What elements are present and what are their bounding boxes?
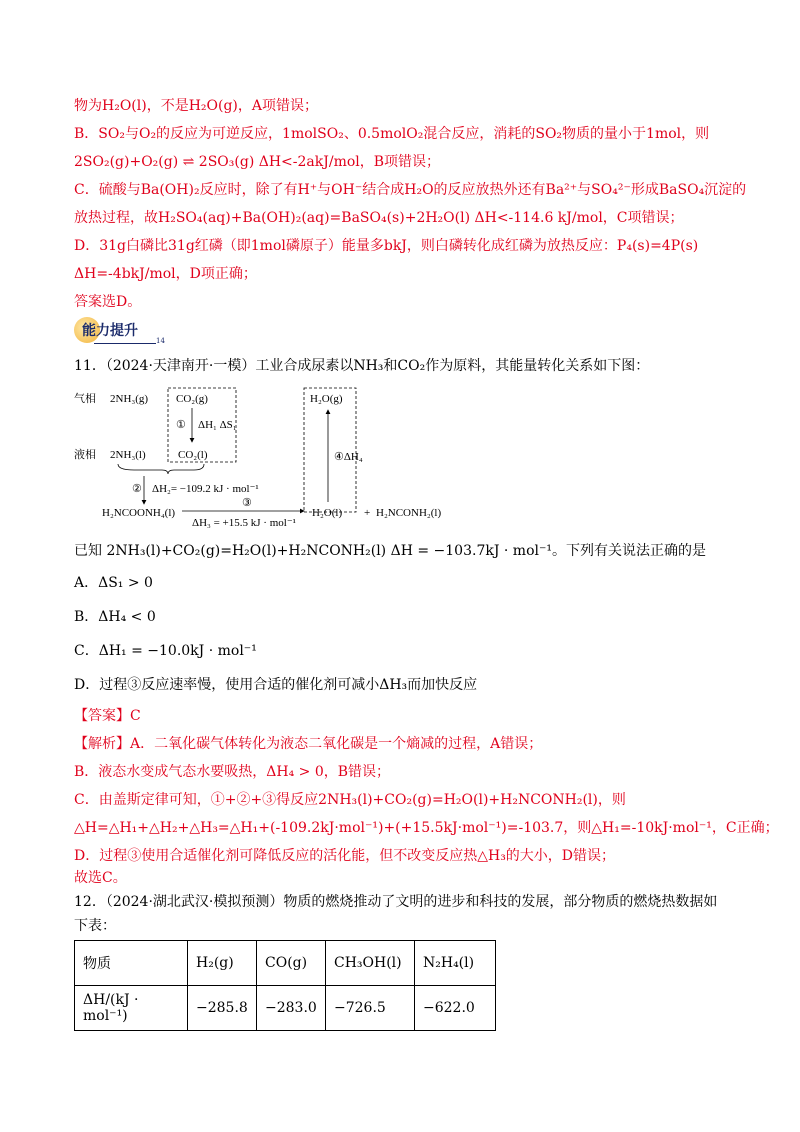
q11-option-b: B．ΔH₄ < 0: [74, 609, 156, 625]
q11-analysis-1: 【解析】A．二氧化碳气体转化为液态二氧化碳是一个熵减的过程，A错误；: [74, 736, 543, 752]
q10-line-7: ΔH=-4bkJ/mol，D项正确；: [74, 266, 257, 282]
q11-given: 已知 2NH₃(l)+CO₂(g)=H₂O(l)+H₂NCONH₂(l) ΔH = −103.7kJ · mol⁻¹。下列有关说法正确的是: [74, 543, 706, 559]
urea-product: H₂NCONH₂(l): [376, 507, 442, 519]
q10-line-8: 答案选D。: [74, 294, 142, 310]
q11-analysis-3: C．由盖斯定律可知，①+②+③得反应2NH₃(l)+CO₂(g)=H₂O(l)+H₂NCONH₂(l)，则: [74, 792, 626, 808]
table-cell: ΔH/(kJ · mol⁻¹): [75, 986, 188, 1031]
q10-line-4: C．硫酸与Ba(OH)₂反应时，除了有H⁺与OH⁻结合成H₂O的反应放热外还有Ba²⁺与SO₄²⁻形成BaSO₄沉淀的: [74, 182, 747, 198]
table-header-row: [75, 941, 496, 986]
dh2-label: ΔH₂= −109.2 kJ · mol⁻¹: [152, 483, 259, 495]
dh3-label: ΔH₃ = +15.5 kJ · mol⁻¹: [192, 517, 296, 528]
q10-line-5: 放热过程，故H₂SO₄(aq)+Ba(OH)₂(aq)=BaSO₄(s)+2H₂O(l) ΔH<-114.6 kJ/mol，C项错误；: [74, 210, 684, 226]
table-cell: −285.8: [188, 986, 257, 1031]
table-cell: N₂H₄(l): [415, 941, 496, 986]
product-h2ncoonh4: H₂NCOONH₄(l): [102, 507, 176, 519]
nh3-gas: 2NH₃(g): [110, 393, 149, 405]
q11-analysis-4: △H=△H₁+△H₂+△H₃=△H₁+(-109.2kJ·mol⁻¹)+(+15.5kJ·mol⁻¹)=-103.7，则△H₁=-10kJ·mol⁻¹，C正确；: [74, 820, 779, 836]
co2-liquid: CO₂(l): [178, 449, 208, 461]
step2-label: ②: [132, 483, 142, 495]
energy-diagram: [74, 380, 454, 528]
badge-tiny-text: 14: [156, 337, 165, 345]
step1-label: ①: [176, 419, 186, 431]
table-cell: 物质: [75, 941, 188, 986]
q11-option-a: A．ΔS₁ > 0: [74, 575, 153, 591]
q10-line-3: 2SO₂(g)+O₂(g) ⇌ 2SO₃(g) ΔH<-2akJ/mol，B项错误；: [74, 154, 441, 170]
table-cell: −622.0: [415, 986, 496, 1031]
table-cell: −283.0: [257, 986, 326, 1031]
q11-analysis-5: D．过程③使用合适催化剂可降低反应的活化能，但不改变反应热△H₃的大小，D错误；: [74, 848, 616, 864]
liquid-phase-label: 液相: [74, 449, 96, 461]
nh3-liquid: 2NH₃(l): [110, 449, 146, 461]
table-cell: H₂(g): [188, 941, 257, 986]
table-row: [75, 986, 496, 1031]
gas-phase-label: 气相: [74, 393, 96, 405]
q11-option-c: C．ΔH₁ = −10.0kJ · mol⁻¹: [74, 643, 257, 659]
badge-underline: [94, 343, 156, 344]
q11-stem: 11．（2024·天津南开·一模）工业合成尿素以NH₃和CO₂作为原料，其能量转化关系如下图：: [74, 358, 650, 374]
dh1-ds1-label: ΔH₁ ΔS₁: [198, 419, 237, 431]
step4-label: ④ΔH₄: [334, 451, 363, 463]
combustion-heat-table: [74, 940, 496, 1031]
brace-merge: [118, 464, 204, 474]
badge-label: 能力提升: [82, 323, 138, 339]
co2-gas: CO₂(g): [176, 393, 208, 405]
q11-analysis-6: 故选C。: [74, 870, 127, 886]
q12-stem-2: 下表：: [74, 918, 116, 934]
q10-line-2: B．SO₂与O₂的反应为可逆反应，1molSO₂、0.5molO₂混合反应，消耗的SO₂物质的量小于1mol，则: [74, 126, 710, 142]
step3-label: ③: [242, 497, 252, 509]
section-badge: [74, 315, 165, 345]
q11-answer: 【答案】C: [74, 708, 141, 724]
table-cell: CO(g): [257, 941, 326, 986]
plus-sign: +: [364, 507, 371, 519]
q11-analysis-2: B．液态水变成气态水要吸热，ΔH₄ > 0，B错误；: [74, 764, 391, 780]
table-cell: CH₃OH(l): [326, 941, 415, 986]
q12-stem-1: 12．（2024·湖北武汉·模拟预测）物质的燃烧推动了文明的进步和科技的发展，部分物质的燃烧热数据如: [74, 894, 718, 910]
q10-line-6: D．31g白磷比31g红磷（即1mol磷原子）能量多bkJ，则白磷转化成红磷为放热反应：P₄(s)=4P(s): [74, 238, 699, 254]
table-cell: −726.5: [326, 986, 415, 1031]
dashed-box-h2o: [304, 388, 356, 512]
h2o-gas: H₂O(g): [310, 393, 343, 405]
q10-line-1: 物为H₂O(l)，不是H₂O(g)，A项错误；: [74, 98, 318, 114]
h2o-liquid: H₂O(l): [312, 507, 343, 519]
q11-option-d: D．过程③反应速率慢，使用合适的催化剂可减小ΔH₃而加快反应: [74, 677, 478, 693]
